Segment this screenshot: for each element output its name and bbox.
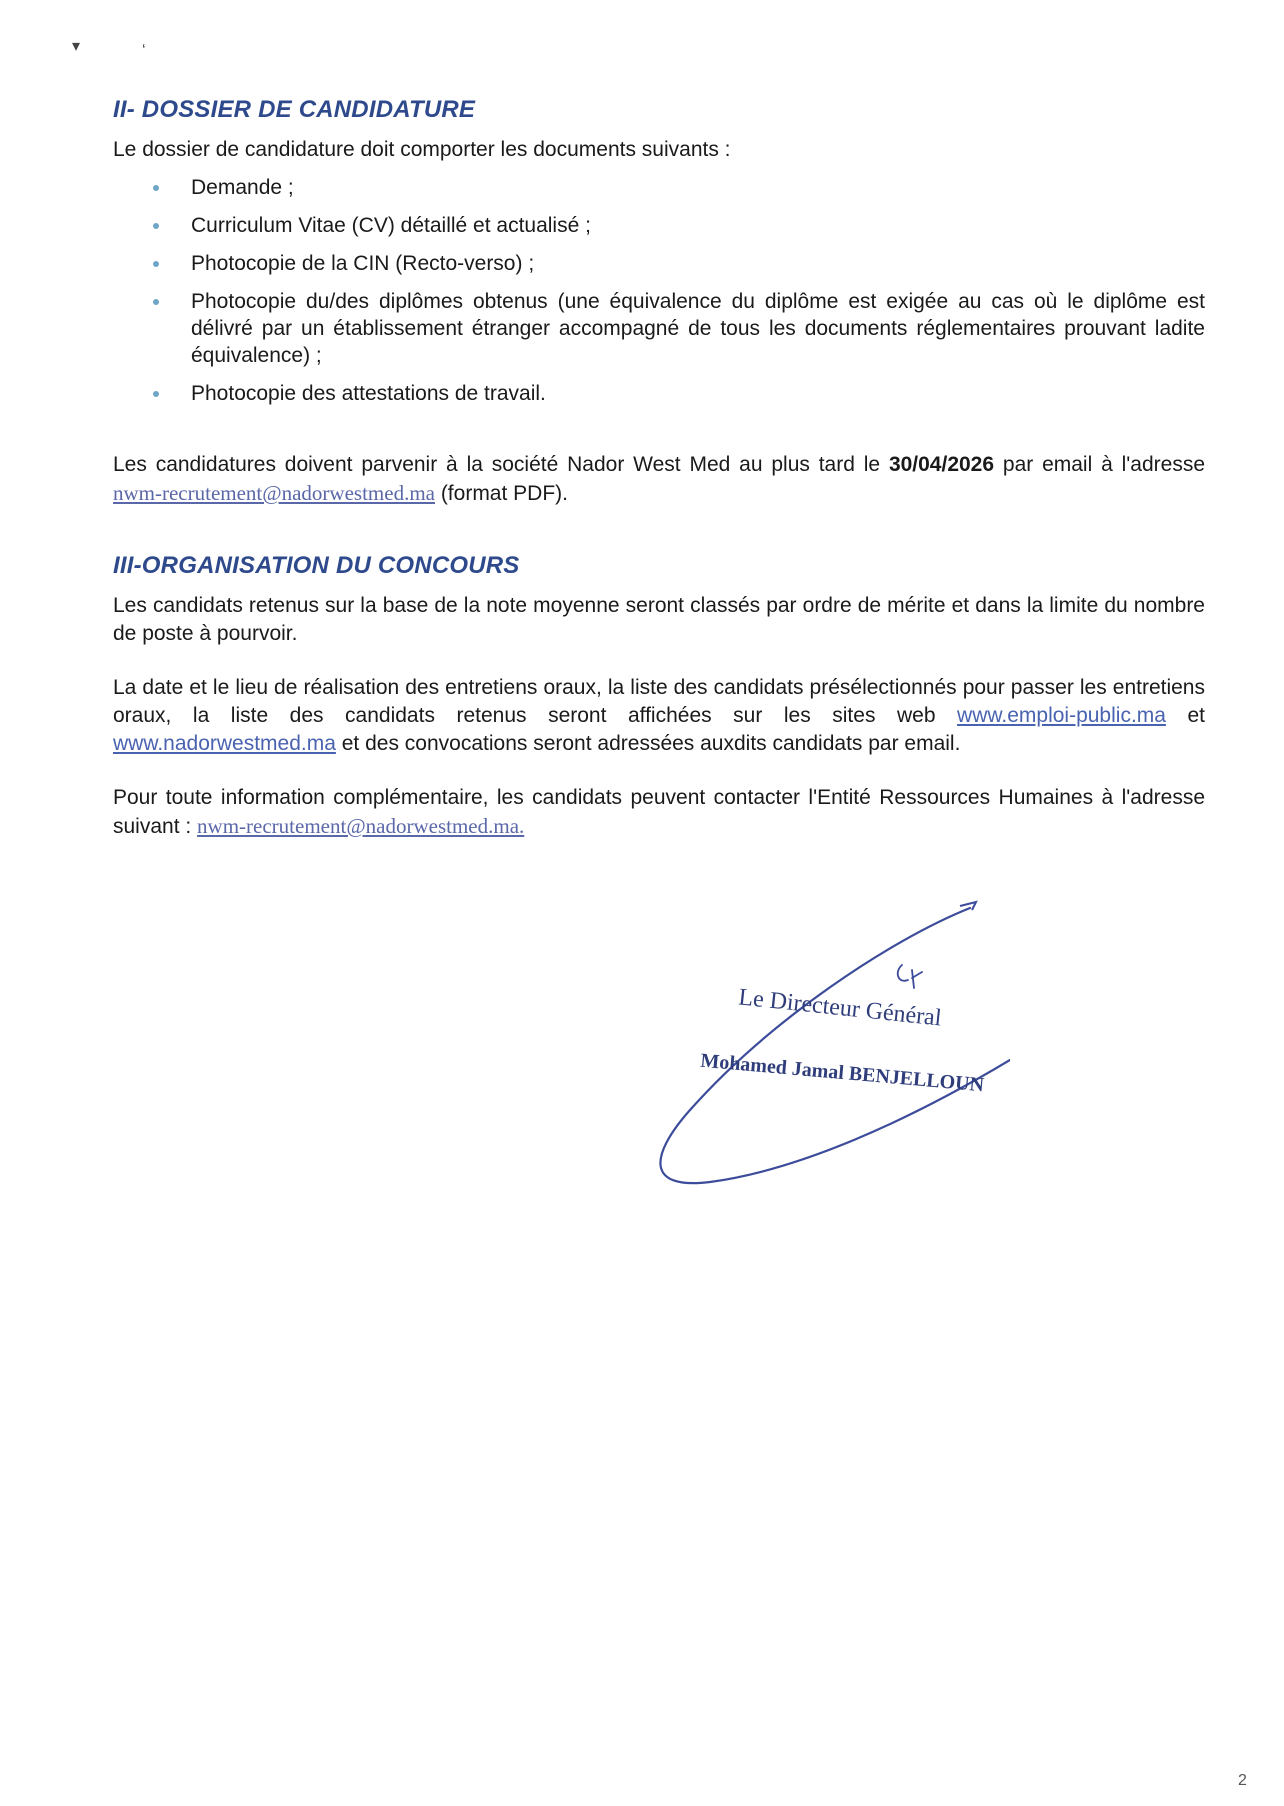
bullet-icon (153, 299, 159, 305)
deadline-paragraph: Les candidatures doivent parvenir à la société Nador West Med au plus tard le 30/04/2026 par email à l'adresse nwm-recrutement@nadorwestmed.ma (format PDF). (113, 453, 1206, 505)
contact-email-link[interactable]: nwm-recrutement@nadorwestmed.ma. (197, 814, 525, 838)
section-2-title: II- DOSSIER DE CANDIDATURE (113, 96, 476, 123)
signature-block (650, 900, 1010, 1190)
scan-mark: ‘ (142, 42, 146, 59)
list-item: Photocopie du/des diplômes obtenus (une équivalence du diplôme est exigée au cas où le diplôme est délivré par un établissement étranger accompagné de tous les documents réglementaires prouvant ladite équivalence) ; (113, 288, 1205, 369)
signature-scribble-icon (650, 900, 1010, 1190)
deadline-date: 30/04/2026 (888, 453, 995, 476)
contact-paragraph: Pour toute information complémentaire, les candidats peuvent contacter l'Entité Ressources Humaines à l'adresse suivant : nwm-recrutement@nadorwestmed.ma. (113, 786, 1205, 838)
recruitment-email-link[interactable]: nwm-recrutement@nadorwestmed.ma (113, 481, 435, 505)
bullet-icon (153, 261, 159, 267)
interviews-paragraph: La date et le lieu de réalisation des entretiens oraux, la liste des candidats présélectionnés pour passer les entretiens oraux, la liste des candidats retenus seront affichées sur les sites web www.emploi-public.ma et www.nadorwestmed.ma et des convocations seront adressées auxdits candidats par email. (113, 676, 1206, 755)
documents-list (113, 174, 1205, 407)
section-2-intro: Le dossier de candidature doit comporter les documents suivants : (113, 138, 731, 161)
section-3-title: III-ORGANISATION DU CONCOURS (113, 552, 520, 579)
bullet-icon (153, 223, 159, 229)
signatory-name: Mohamed Jamal BENJELLOUN (699, 1049, 985, 1097)
page-number: 2 (1238, 1772, 1247, 1789)
scan-mark: ▾ (72, 38, 81, 55)
bullet-icon (153, 391, 159, 397)
nadorwestmed-link[interactable]: www.nadorwestmed.ma (113, 732, 336, 755)
ranking-paragraph: Les candidats retenus sur la base de la note moyenne seront classés par ordre de mérite et dans la limite du nombre de poste à pourvoir. (113, 594, 1205, 645)
signatory-title: Le Directeur Général (737, 984, 943, 1032)
list-item: Photocopie de la CIN (Recto-verso) ; (113, 250, 1205, 277)
list-item: Curriculum Vitae (CV) détaillé et actualisé ; (113, 212, 1205, 239)
list-item: Photocopie des attestations de travail. (113, 380, 1205, 407)
bullet-icon (153, 185, 159, 191)
emploi-public-link[interactable]: www.emploi-public.ma (957, 704, 1166, 727)
list-item: Demande ; (113, 174, 1205, 201)
document-body (113, 96, 1205, 841)
